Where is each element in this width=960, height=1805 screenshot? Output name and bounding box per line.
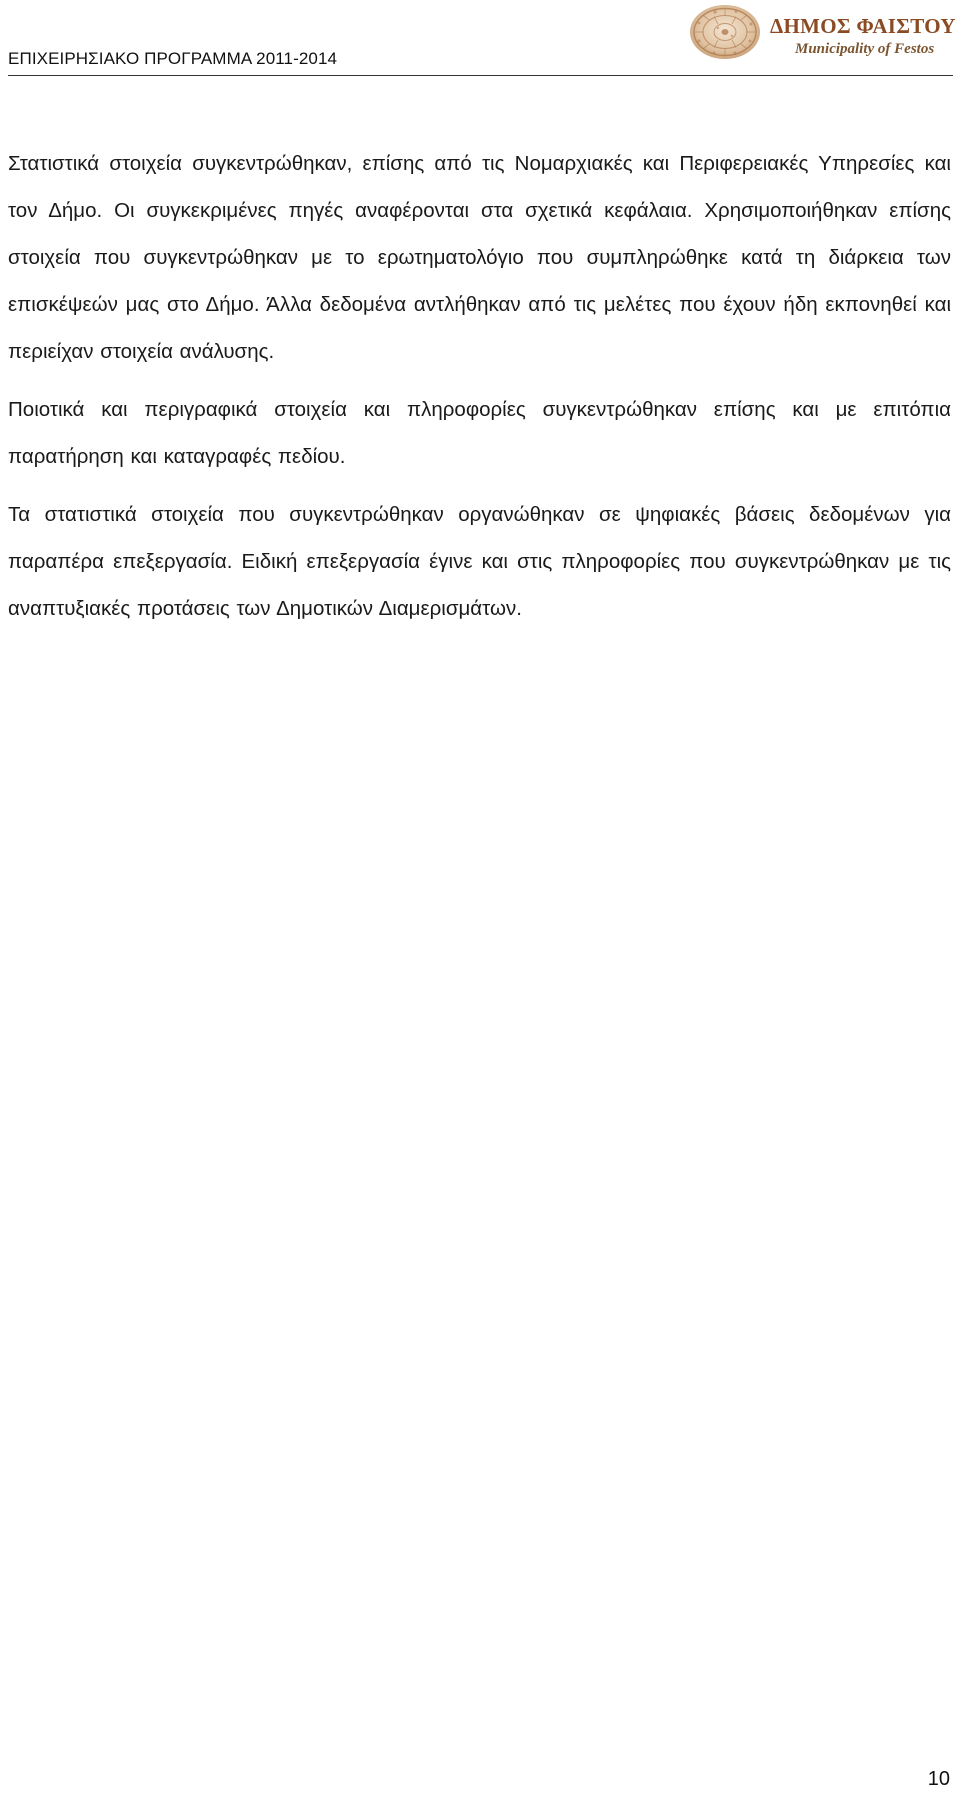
page-number: 10 bbox=[927, 1768, 950, 1790]
phaistos-disc-seal-icon bbox=[688, 3, 774, 61]
logo-municipality-subtitle: Municipality of Festos bbox=[795, 41, 935, 57]
document-title: ΕΠΙΧΕΙΡΗΣΙΑΚΟ ΠΡΟΓΡΑΜΜΑ 2011-2014 bbox=[8, 49, 338, 68]
body-paragraph-2: Ποιοτικά και περιγραφικά στοιχεία και πληροφορίες συγκεντρώθηκαν επίσης και με επιτόπια παρατήρηση και καταγραφές πεδίου. bbox=[8, 398, 951, 468]
page-header bbox=[8, 0, 956, 76]
document-body bbox=[8, 140, 951, 643]
body-paragraph-3: Τα στατιστικά στοιχεία που συγκεντρώθηκαν οργανώθηκαν σε ψηφιακές βάσεις δεδομένων για παραπέρα επεξεργασία. Ειδική επεξεργασία έγινε και στις πληροφορίες που συγκεντρώθηκαν με τις αναπτυξιακές προτάσεις των Δημοτικών Διαμερισμάτων. bbox=[8, 503, 951, 620]
logo-municipality-name: ΔΗΜΟΣ ΦΑΙΣΤΟΥ bbox=[770, 14, 956, 38]
body-paragraph-1: Στατιστικά στοιχεία συγκεντρώθηκαν, επίσης από τις Νομαρχιακές και Περιφερειακές Υπηρεσίες και τον Δήμο. Οι συγκεκριμένες πηγές αναφέρονται στα σχετικά κεφάλαια. Χρησιμοποιήθηκαν επίσης στοιχεία που συγκεντρώθηκαν με το ερωτηματολόγιο που συμπληρώθηκε κατά τη διάρκεια των επισκέψεών μας στο Δήμο. Άλλα δεδομένα αντλήθηκαν από τις μελέτες που έχουν ήδη εκπονηθεί και περιείχαν στοιχεία ανάλυσης. bbox=[8, 152, 951, 363]
municipality-logo bbox=[688, 3, 956, 61]
